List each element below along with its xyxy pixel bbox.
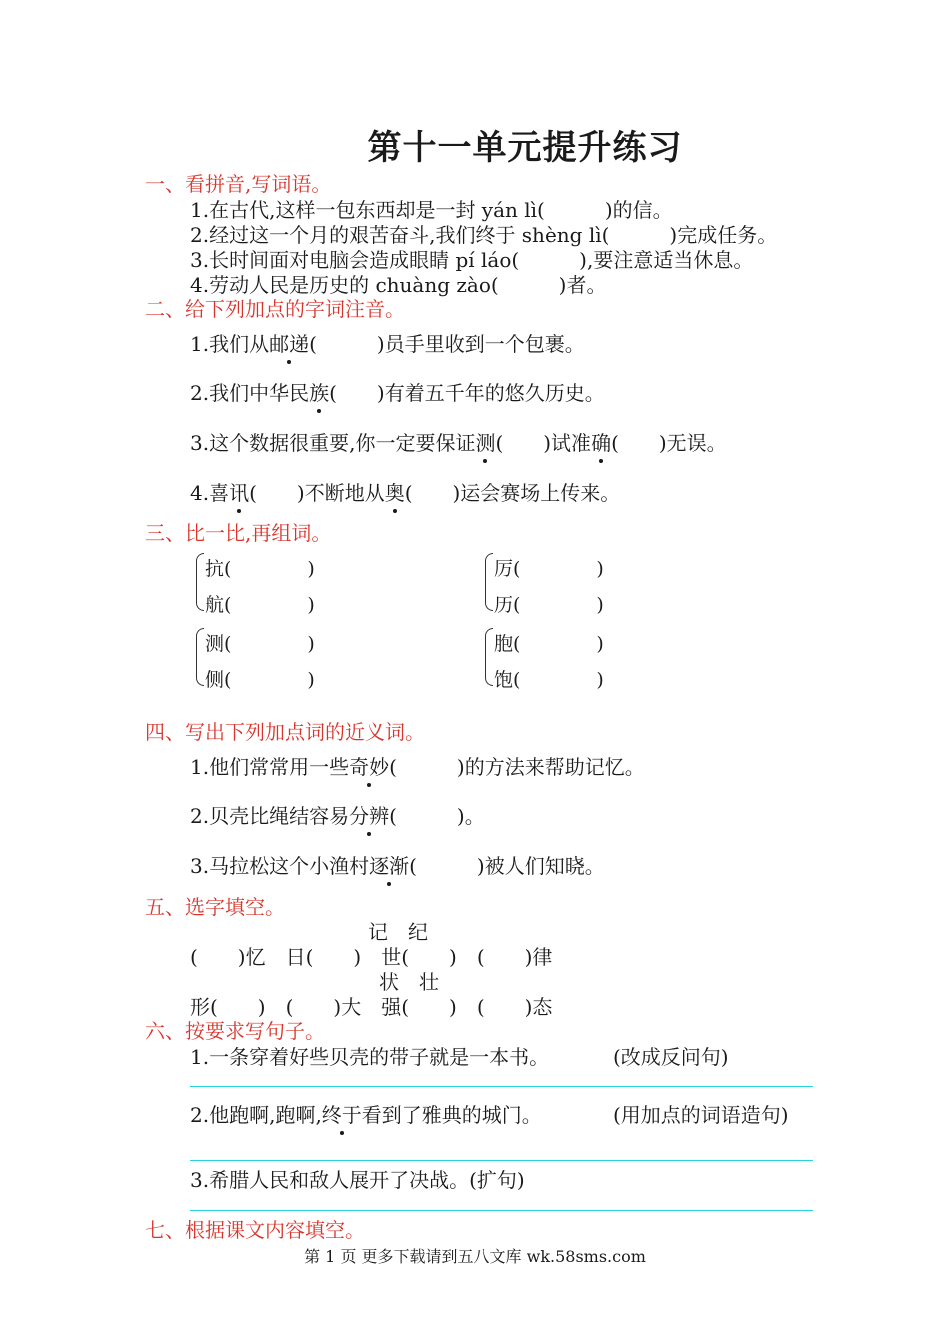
pair-1-bottom: 航( ) xyxy=(205,594,315,616)
section-5-heading: 五、选字填空。 xyxy=(145,895,285,919)
s6-question-1: 1.一条穿着好些贝壳的带子就是一本书。 xyxy=(190,1045,550,1069)
dotted-word: 分辨 xyxy=(349,800,389,829)
s2-question-4: 4.喜讯( )不断地从奥( )运会赛场上传来。 xyxy=(190,477,620,506)
answer-line[interactable] xyxy=(190,1210,813,1211)
s1-question-4: 4.劳动人民是历史的 chuàng zào( )者。 xyxy=(190,273,607,297)
answer-line[interactable] xyxy=(190,1086,813,1087)
page-title: 第十一单元提升练习 xyxy=(367,128,683,168)
dotted-word: 逐渐 xyxy=(369,850,409,879)
dotted-word: 确 xyxy=(591,427,611,456)
dotted-word: 邮递 xyxy=(269,328,309,357)
s6-question-2: 2.他跑啊,跑啊,终于看到了雅典的城门。 xyxy=(190,1099,542,1128)
dotted-word: 测 xyxy=(475,427,495,456)
s5-row-1: ( )忆 日( ) 世( ) ( )律 xyxy=(190,945,553,969)
pair-3-top: 测( ) xyxy=(205,633,315,655)
s4-question-3: 3.马拉松这个小渔村逐渐( )被人们知晓。 xyxy=(190,850,605,879)
dotted-word: 讯 xyxy=(229,477,249,506)
brace-icon xyxy=(485,553,493,611)
answer-line[interactable] xyxy=(190,1160,813,1161)
dotted-word: 奥 xyxy=(385,477,405,506)
s6-question-3: 3.希腊人民和敌人展开了决战。(扩句) xyxy=(190,1168,525,1192)
section-1-heading: 一、看拼音,写词语。 xyxy=(145,172,332,196)
s4-question-2: 2.贝壳比绳结容易分辨( )。 xyxy=(190,800,485,829)
s2-question-3: 3.这个数据很重要,你一定要保证测( )试准确( )无误。 xyxy=(190,427,727,456)
section-7-heading: 七、根据课文内容填空。 xyxy=(145,1218,365,1242)
page-footer: 第 1 页 更多下载请到五八文库 wk.58sms.com xyxy=(304,1247,646,1266)
brace-icon xyxy=(485,628,493,686)
s5-options-2: 状 壮 xyxy=(379,970,439,994)
s1-question-3: 3.长时间面对电脑会造成眼睛 pí láo( ),要注意适当休息。 xyxy=(190,248,754,272)
dotted-word: 族 xyxy=(309,377,329,406)
dotted-word: 奇妙 xyxy=(349,751,389,780)
pair-1-top: 抗( ) xyxy=(205,558,315,580)
section-6-heading: 六、按要求写句子。 xyxy=(145,1019,325,1043)
pair-4-top: 胞( ) xyxy=(494,633,604,655)
s1-question-1: 1.在古代,这样一包东西却是一封 yán lì( )的信。 xyxy=(190,198,673,222)
s6-question-2-requirement: (用加点的词语造句) xyxy=(613,1103,789,1127)
s2-question-1: 1.我们从邮递( )员手里收到一个包裹。 xyxy=(190,328,585,357)
s6-question-1-requirement: (改成反问句) xyxy=(613,1045,729,1069)
pair-3-bottom: 侧( ) xyxy=(205,669,315,691)
s1-question-2: 2.经过这一个月的艰苦奋斗,我们终于 shèng lì( )完成任务。 xyxy=(190,223,778,247)
s5-options-1: 记 纪 xyxy=(368,920,428,944)
s2-question-2: 2.我们中华民族( )有着五千年的悠久历史。 xyxy=(190,377,605,406)
dotted-word: 终于 xyxy=(322,1099,362,1128)
section-4-heading: 四、写出下列加点词的近义词。 xyxy=(145,720,425,744)
pair-2-bottom: 历( ) xyxy=(494,594,604,616)
s5-row-2: 形( ) ( )大 强( ) ( )态 xyxy=(190,995,553,1019)
s4-question-1: 1.他们常常用一些奇妙( )的方法来帮助记忆。 xyxy=(190,751,645,780)
brace-icon xyxy=(196,553,204,611)
pair-4-bottom: 饱( ) xyxy=(494,669,604,691)
section-2-heading: 二、给下列加点的字词注音。 xyxy=(145,297,405,321)
pair-2-top: 厉( ) xyxy=(494,558,604,580)
brace-icon xyxy=(196,628,204,686)
section-3-heading: 三、比一比,再组词。 xyxy=(145,521,332,545)
